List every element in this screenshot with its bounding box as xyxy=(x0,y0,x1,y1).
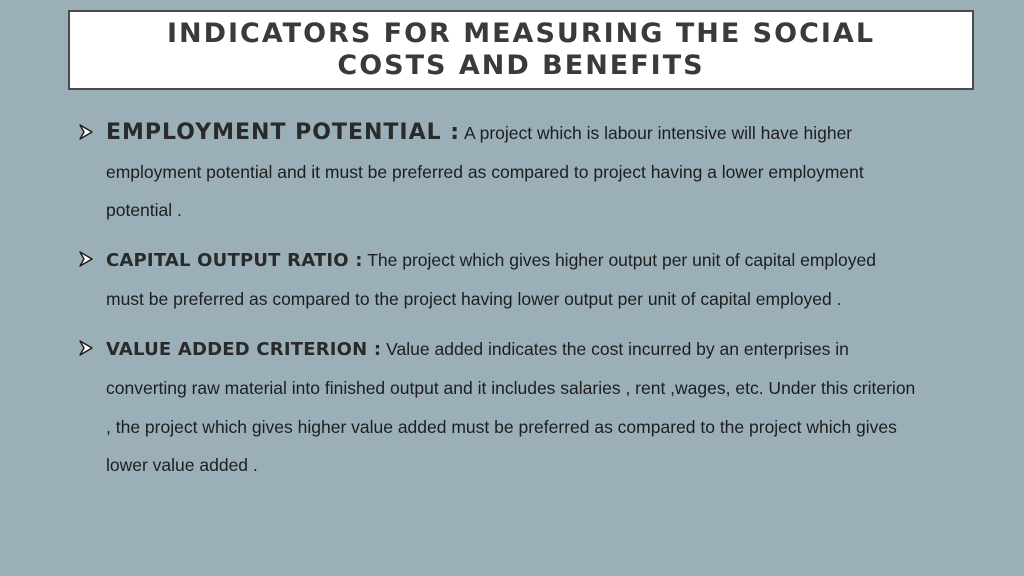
bullet-text-block xyxy=(106,241,918,319)
bullet-description: A project which is labour intensive will have higher employment potential and it must be preferred as compared to project having a lower employment potential . xyxy=(106,123,864,220)
arrow-bullet-icon xyxy=(78,251,94,267)
arrow-bullet-icon xyxy=(78,124,94,140)
title-box xyxy=(68,10,974,90)
bullet-text-block xyxy=(106,330,918,485)
bullet-value-added-criterion xyxy=(78,330,918,485)
bullet-text-block xyxy=(106,114,918,230)
bullet-term: EMPLOYMENT POTENTIAL : xyxy=(106,120,461,145)
slide-title-line-1: INDICATORS FOR MEASURING THE SOCIAL xyxy=(166,18,876,49)
arrow-bullet-icon xyxy=(78,340,94,356)
bullet-description: The project which gives higher output per unit of capital employed must be preferred as compared to the project having lower output per unit of capital employed . xyxy=(106,249,876,309)
bullet-capital-output-ratio xyxy=(78,241,918,319)
slide-title-line-2: COSTS AND BENEFITS xyxy=(337,50,705,81)
bullet-description: Value added indicates the cost incurred by an enterprises in converting raw material into finished output and it includes salaries , rent ,wages, etc. Under this criterion , the project which gives higher value added must be preferred as compared to the project which gives lower value added . xyxy=(106,338,916,475)
bullet-employment-potential xyxy=(78,114,918,230)
bullet-list xyxy=(78,114,918,496)
bullet-term: CAPITAL OUTPUT RATIO : xyxy=(106,249,363,271)
bullet-term: VALUE ADDED CRITERION : xyxy=(106,338,382,360)
